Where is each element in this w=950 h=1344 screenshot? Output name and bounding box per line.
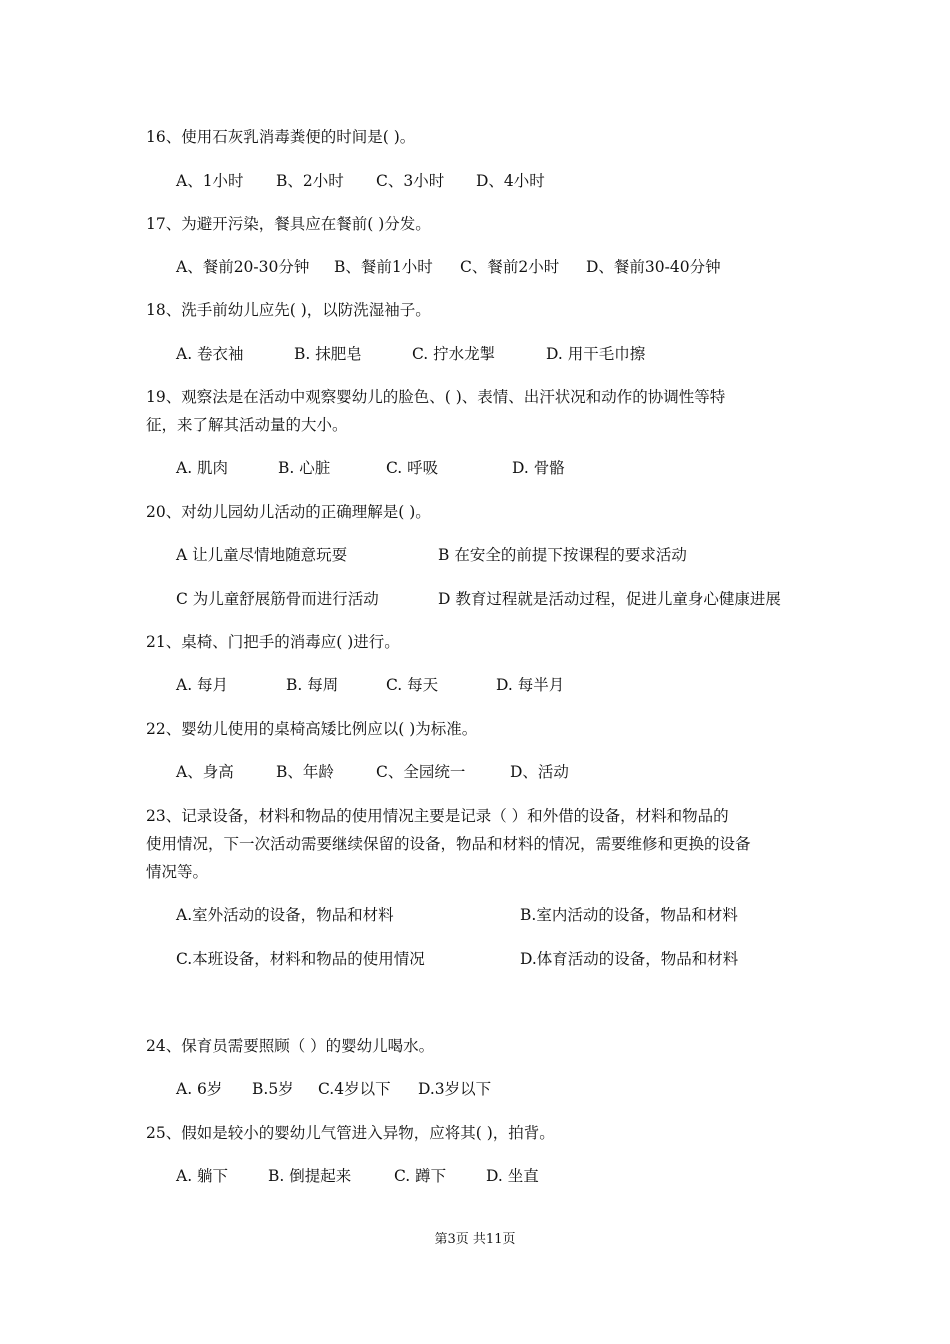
question-16-options [176,171,545,191]
question-24-options [176,1079,491,1099]
option-a: A、餐前20-30分钟 [176,258,310,276]
option-b: B. 倒提起来 [268,1167,352,1185]
question-20-options-row-1 [176,545,687,565]
option-c: C. 呼吸 [386,459,439,477]
question-17-options [176,257,721,277]
option-d: D. 骨骼 [512,459,565,477]
option-d: D、4小时 [476,172,545,190]
option-a: A. 卷衣袖 [176,345,244,363]
page-footer: 第3页 共11页 [434,1232,516,1247]
question-25-options [176,1166,539,1186]
option-b: B. 心脏 [278,459,331,477]
option-b: B、2小时 [276,172,344,190]
option-b: B、年龄 [276,763,334,781]
question-23-options-row-1 [176,905,738,925]
option-d: D. 用干毛巾擦 [546,345,646,363]
option-a: A. 躺下 [176,1167,229,1185]
option-d: D 教育过程就是活动过程，促进儿童身心健康进展 [438,590,781,608]
option-a: A. 每月 [176,676,229,694]
option-c: C、全园统一 [376,763,466,781]
option-c: C 为儿童舒展筋骨而进行活动 [176,590,379,608]
option-a: A.室外活动的设备，物品和材料 [176,906,394,924]
question-24-stem-line-1: 24、保育员需要照顾（ ）的婴幼儿喝水。 [146,1037,435,1055]
option-c: C、3小时 [376,172,445,190]
option-d: D. 坐直 [486,1167,539,1185]
question-17-stem-line-1: 17、为避开污染，餐具应在餐前( )分发。 [146,215,431,233]
question-23-stem-line-2: 使用情况，下一次活动需要继续保留的设备，物品和材料的情况，需要维修和更换的设备 [146,835,751,853]
option-c: C. 拧水龙掣 [412,345,496,363]
option-d: D.体育活动的设备，物品和材料 [520,950,739,968]
question-18-stem-line-1: 18、洗手前幼儿应先( )，以防洗湿袖子。 [146,301,431,319]
question-19-stem-line-2: 征，来了解其活动量的大小。 [146,416,348,434]
question-19-options [176,458,565,478]
question-23-stem-line-3: 情况等。 [146,863,209,881]
option-a: A. 6岁 [176,1080,223,1098]
question-21-options [176,675,564,695]
question-22-options [176,762,569,782]
question-25-stem-line-1: 25、假如是较小的婴幼儿气管进入异物，应将其( )，拍背。 [146,1124,555,1142]
question-19-stem-line-1: 19、观察法是在活动中观察婴幼儿的脸色、( )、表情、出汗状况和动作的协调性等特 [146,388,726,406]
question-23-options-row-2 [176,949,738,969]
option-b: B、餐前1小时 [334,258,433,276]
question-21-stem-line-1: 21、桌椅、门把手的消毒应( )进行。 [146,633,400,651]
option-d: D、活动 [510,763,569,781]
option-b: B.室内活动的设备，物品和材料 [520,906,738,924]
option-b: B.5岁 [252,1080,294,1098]
option-c: C.本班设备，材料和物品的使用情况 [176,950,425,968]
option-a: A、1小时 [176,172,244,190]
question-16-stem-line-1: 16、使用石灰乳消毒粪便的时间是( )。 [146,128,416,146]
option-b: B. 每周 [286,676,339,694]
option-c: C. 每天 [386,676,439,694]
question-20-stem-line-1: 20、对幼儿园幼儿活动的正确理解是( )。 [146,503,431,521]
option-c: C. 蹲下 [394,1167,447,1185]
option-d: D.3岁以下 [418,1080,492,1098]
option-d: D、餐前30-40分钟 [586,258,721,276]
option-a: A、身高 [176,763,234,781]
option-b: B 在安全的前提下按课程的要求活动 [438,546,687,564]
option-c: C.4岁以下 [318,1080,391,1098]
option-b: B. 抹肥皂 [294,345,362,363]
question-18-options [176,344,645,364]
question-23-stem-line-1: 23、记录设备，材料和物品的使用情况主要是记录（ ）和外借的设备，材料和物品的 [146,807,729,825]
option-a: A. 肌肉 [176,459,229,477]
option-d: D. 每半月 [496,676,565,694]
question-22-stem-line-1: 22、婴幼儿使用的桌椅高矮比例应以( )为标准。 [146,720,478,738]
option-a: A 让儿童尽情地随意玩耍 [176,546,348,564]
question-20-options-row-2 [176,589,781,609]
option-c: C、餐前2小时 [460,258,560,276]
